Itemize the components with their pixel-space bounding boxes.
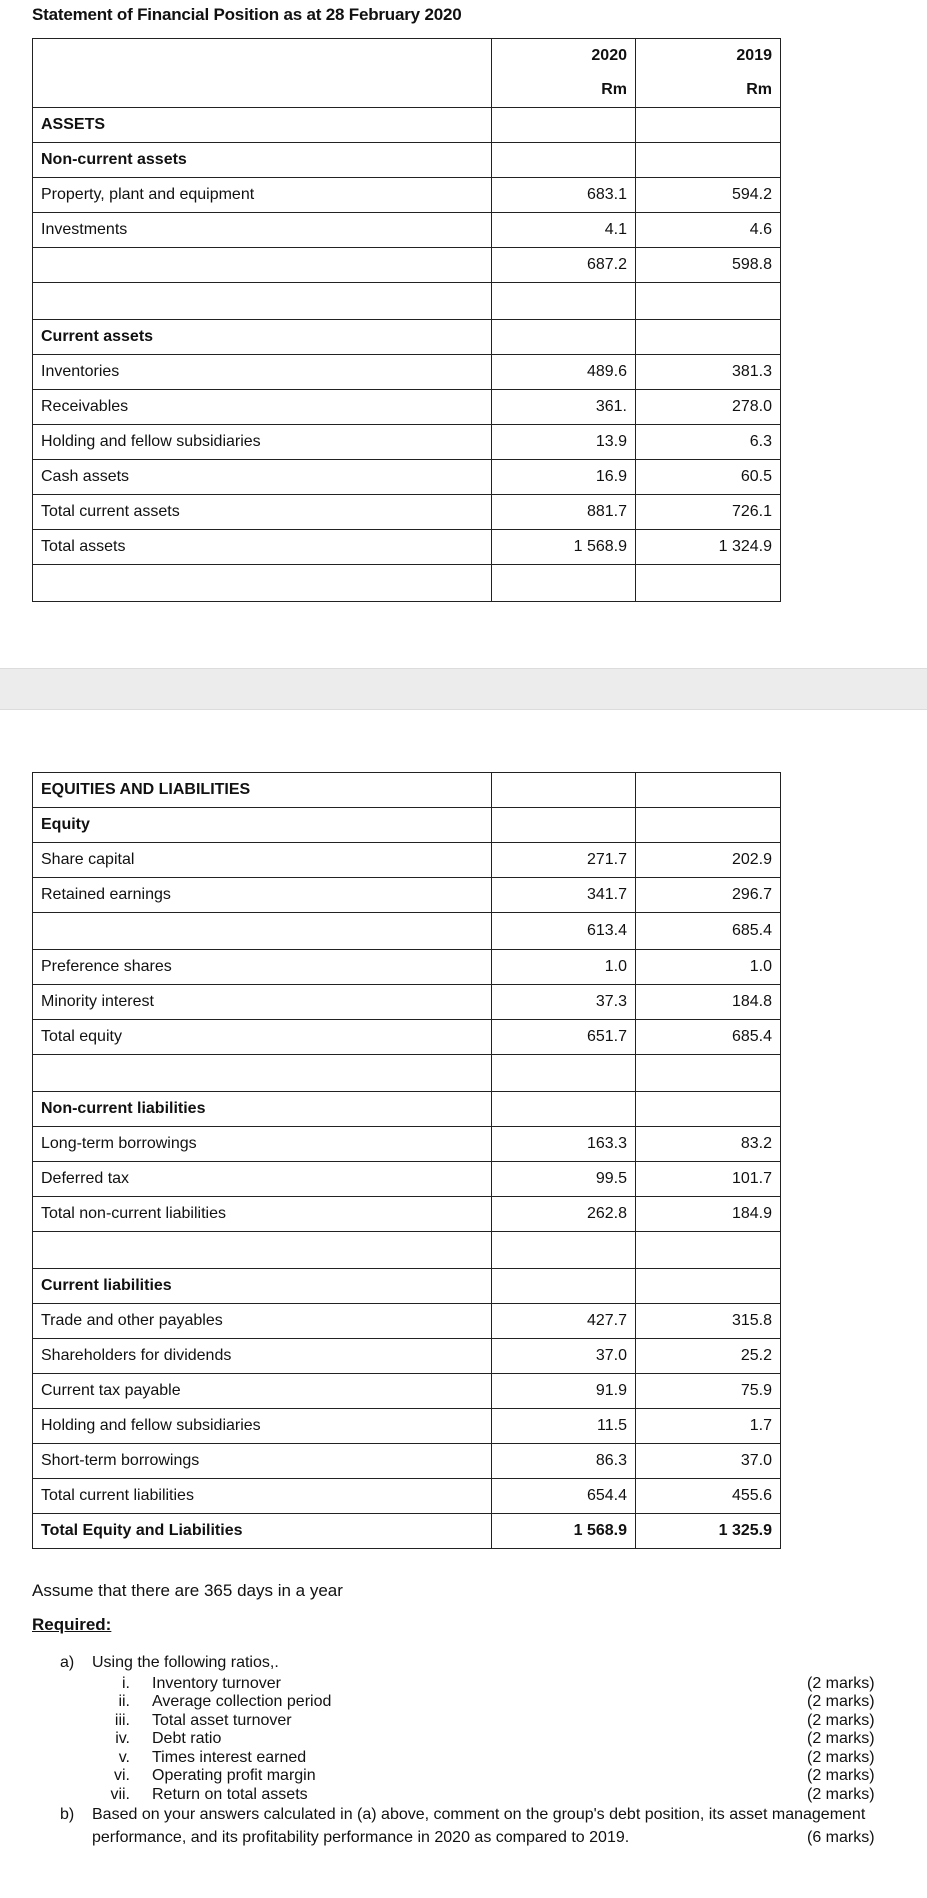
value-2020: 881.7 (492, 495, 636, 530)
column-header-row (33, 39, 781, 108)
ratio-name: Times interest earned (152, 1748, 307, 1766)
value-2019: 278.0 (636, 390, 781, 425)
ratio-item (60, 1786, 927, 1805)
value-2020: 91.9 (492, 1374, 636, 1409)
value-2020: 687.2 (492, 248, 636, 283)
value-2019: 1 325.9 (636, 1514, 781, 1549)
value-2019: 4.6 (636, 213, 781, 248)
ratio-number: vi. (114, 1767, 130, 1784)
row-label: Trade and other payables (33, 1304, 492, 1339)
table-row (33, 1162, 781, 1197)
table-row (33, 843, 781, 878)
row-label: Total current liabilities (33, 1479, 492, 1514)
value-2019 (636, 1232, 781, 1269)
table-row (33, 143, 781, 178)
row-label: Cash assets (33, 460, 492, 495)
value-2020: 4.1 (492, 213, 636, 248)
value-2020: 427.7 (492, 1304, 636, 1339)
table-row (33, 1339, 781, 1374)
table-row (33, 878, 781, 913)
assets-table (32, 38, 781, 602)
marks-label: (6 marks) (807, 1828, 875, 1846)
value-2019: 101.7 (636, 1162, 781, 1197)
ratio-number: iv. (115, 1730, 130, 1747)
value-2019: 83.2 (636, 1127, 781, 1162)
table-row (33, 1514, 781, 1549)
value-2019 (636, 565, 781, 602)
ratio-number: v. (118, 1748, 130, 1766)
marks-label: (2 marks) (807, 1693, 875, 1710)
equity-liabilities-table (32, 772, 781, 1549)
value-2020: 1.0 (492, 950, 636, 985)
table-row (33, 1479, 781, 1514)
header-label-cell (33, 39, 492, 108)
table-row (33, 1304, 781, 1339)
ratio-name: Total asset turnover (152, 1711, 292, 1729)
question-text (92, 1804, 927, 1849)
table-row (33, 283, 781, 320)
row-label: Total Equity and Liabilities (33, 1514, 492, 1549)
value-2020: 99.5 (492, 1162, 636, 1197)
row-label: Share capital (33, 843, 492, 878)
row-label (33, 1055, 492, 1092)
ratio-item (60, 1730, 927, 1749)
unit-label: Rm (601, 81, 627, 98)
row-label: Retained earnings (33, 878, 492, 913)
row-label: Total equity (33, 1020, 492, 1055)
value-2020 (492, 565, 636, 602)
required-heading: Required: (32, 1615, 112, 1634)
table-row (33, 178, 781, 213)
value-2019 (636, 773, 781, 808)
ratio-item (60, 1767, 927, 1786)
year-label: 2020 (591, 47, 627, 64)
table-row (33, 1127, 781, 1162)
ratio-list (60, 1675, 927, 1805)
row-label: Shareholders for dividends (33, 1339, 492, 1374)
row-label: Short-term borrowings (33, 1444, 492, 1479)
value-2020: 86.3 (492, 1444, 636, 1479)
table-row (33, 355, 781, 390)
row-label: Holding and fellow subsidiaries (33, 425, 492, 460)
value-2019: 60.5 (636, 460, 781, 495)
value-2019: 315.8 (636, 1304, 781, 1339)
table-row (33, 1232, 781, 1269)
value-2020 (492, 1092, 636, 1127)
value-2019 (636, 283, 781, 320)
row-label (33, 565, 492, 602)
year-label: 2019 (736, 47, 772, 64)
value-2019: 594.2 (636, 178, 781, 213)
table-row (33, 495, 781, 530)
page-title: Statement of Financial Position as at 28 February 2020 (32, 5, 462, 24)
question-b-line2: performance, and its profitability performance in 2020 as compared to 2019. (92, 1828, 630, 1846)
table-row (33, 565, 781, 602)
value-2020: 683.1 (492, 178, 636, 213)
table-row (33, 390, 781, 425)
question-text: Using the following ratios,. (92, 1654, 279, 1671)
row-label: Deferred tax (33, 1162, 492, 1197)
question-a (60, 1652, 927, 1675)
value-2019: 184.8 (636, 985, 781, 1020)
question-letter: a) (60, 1654, 75, 1671)
ratio-name: Debt ratio (152, 1730, 222, 1747)
table-row (33, 1020, 781, 1055)
ratio-item (60, 1712, 927, 1731)
ratio-item (60, 1675, 927, 1694)
ratio-number: iii. (114, 1711, 130, 1729)
table-row (33, 985, 781, 1020)
value-2020: 11.5 (492, 1409, 636, 1444)
ratio-number: vii. (110, 1785, 130, 1803)
value-2019 (636, 320, 781, 355)
row-label: Non-current assets (33, 143, 492, 178)
table-row (33, 425, 781, 460)
row-label: Total non-current liabilities (33, 1197, 492, 1232)
value-2020: 16.9 (492, 460, 636, 495)
ratio-item (60, 1693, 927, 1712)
value-2019: 25.2 (636, 1339, 781, 1374)
row-label: Total assets (33, 530, 492, 565)
value-2020: 654.4 (492, 1479, 636, 1514)
value-2019: 381.3 (636, 355, 781, 390)
row-label (33, 283, 492, 320)
table-row (33, 1055, 781, 1092)
row-label: Long-term borrowings (33, 1127, 492, 1162)
value-2019: 726.1 (636, 495, 781, 530)
table-row (33, 1409, 781, 1444)
assumption-text: Assume that there are 365 days in a year (32, 1581, 343, 1600)
ratio-name: Return on total assets (152, 1785, 308, 1803)
table-row (33, 1444, 781, 1479)
value-2020: 651.7 (492, 1020, 636, 1055)
value-2020: 1 568.9 (492, 1514, 636, 1549)
marks-label: (2 marks) (807, 1748, 875, 1766)
value-2020 (492, 1269, 636, 1304)
header-year-2019 (636, 39, 781, 108)
marks-label: (2 marks) (807, 1767, 875, 1784)
value-2020: 489.6 (492, 355, 636, 390)
value-2019: 296.7 (636, 878, 781, 913)
table-row (33, 913, 781, 950)
value-2019: 75.9 (636, 1374, 781, 1409)
value-2020 (492, 283, 636, 320)
row-label: Current liabilities (33, 1269, 492, 1304)
row-label: Non-current liabilities (33, 1092, 492, 1127)
value-2019 (636, 108, 781, 143)
row-label: EQUITIES AND LIABILITIES (33, 773, 492, 808)
value-2019: 184.9 (636, 1197, 781, 1232)
value-2019: 1 324.9 (636, 530, 781, 565)
page-divider (0, 668, 927, 710)
value-2020: 37.3 (492, 985, 636, 1020)
marks-label: (2 marks) (807, 1730, 875, 1747)
value-2019: 685.4 (636, 1020, 781, 1055)
table-row (33, 1269, 781, 1304)
table-row (33, 950, 781, 985)
value-2020 (492, 808, 636, 843)
value-2020 (492, 1055, 636, 1092)
row-label: Investments (33, 213, 492, 248)
value-2019: 202.9 (636, 843, 781, 878)
table-row (33, 1374, 781, 1409)
value-2019: 1.7 (636, 1409, 781, 1444)
table-row (33, 1197, 781, 1232)
value-2020 (492, 320, 636, 355)
value-2020: 271.7 (492, 843, 636, 878)
value-2019: 37.0 (636, 1444, 781, 1479)
question-letter: b) (60, 1806, 75, 1823)
value-2020: 262.8 (492, 1197, 636, 1232)
marks-label: (2 marks) (807, 1785, 875, 1803)
row-label: Minority interest (33, 985, 492, 1020)
marks-label: (2 marks) (807, 1674, 875, 1692)
value-2019: 6.3 (636, 425, 781, 460)
question-b (60, 1804, 927, 1849)
value-2020: 37.0 (492, 1339, 636, 1374)
table-row (33, 320, 781, 355)
value-2019 (636, 1055, 781, 1092)
row-label: Property, plant and equipment (33, 178, 492, 213)
ratio-number: ii. (118, 1693, 130, 1710)
value-2019: 685.4 (636, 913, 781, 950)
ratio-name: Operating profit margin (152, 1767, 316, 1784)
row-label: Equity (33, 808, 492, 843)
table-row (33, 248, 781, 283)
value-2019 (636, 808, 781, 843)
question-list (60, 1652, 927, 1849)
row-label: Preference shares (33, 950, 492, 985)
question-b-line1: Based on your answers calculated in (a) above, comment on the group's debt position, its asset management (92, 1806, 866, 1823)
unit-label: Rm (746, 81, 772, 98)
row-label: Current assets (33, 320, 492, 355)
value-2020: 13.9 (492, 425, 636, 460)
value-2019 (636, 1092, 781, 1127)
ratio-number: i. (122, 1674, 130, 1692)
row-label (33, 1232, 492, 1269)
table-row (33, 808, 781, 843)
value-2019 (636, 143, 781, 178)
row-label: ASSETS (33, 108, 492, 143)
row-label (33, 248, 492, 283)
value-2020 (492, 1232, 636, 1269)
table-row (33, 773, 781, 808)
header-year-2020 (492, 39, 636, 108)
table-row (33, 1092, 781, 1127)
row-label: Inventories (33, 355, 492, 390)
ratio-item (60, 1749, 927, 1768)
table-row (33, 460, 781, 495)
row-label: Holding and fellow subsidiaries (33, 1409, 492, 1444)
value-2020 (492, 773, 636, 808)
row-label: Current tax payable (33, 1374, 492, 1409)
value-2020 (492, 143, 636, 178)
row-label: Receivables (33, 390, 492, 425)
row-label (33, 913, 492, 950)
ratio-name: Average collection period (152, 1693, 332, 1710)
value-2019: 598.8 (636, 248, 781, 283)
value-2020: 341.7 (492, 878, 636, 913)
value-2020 (492, 108, 636, 143)
value-2019 (636, 1269, 781, 1304)
row-label: Total current assets (33, 495, 492, 530)
table-row (33, 530, 781, 565)
value-2020: 163.3 (492, 1127, 636, 1162)
value-2020: 613.4 (492, 913, 636, 950)
value-2019: 455.6 (636, 1479, 781, 1514)
table-row (33, 108, 781, 143)
value-2020: 1 568.9 (492, 530, 636, 565)
ratio-name: Inventory turnover (152, 1674, 281, 1692)
value-2019: 1.0 (636, 950, 781, 985)
marks-label: (2 marks) (807, 1711, 875, 1729)
value-2020: 361. (492, 390, 636, 425)
table-row (33, 213, 781, 248)
